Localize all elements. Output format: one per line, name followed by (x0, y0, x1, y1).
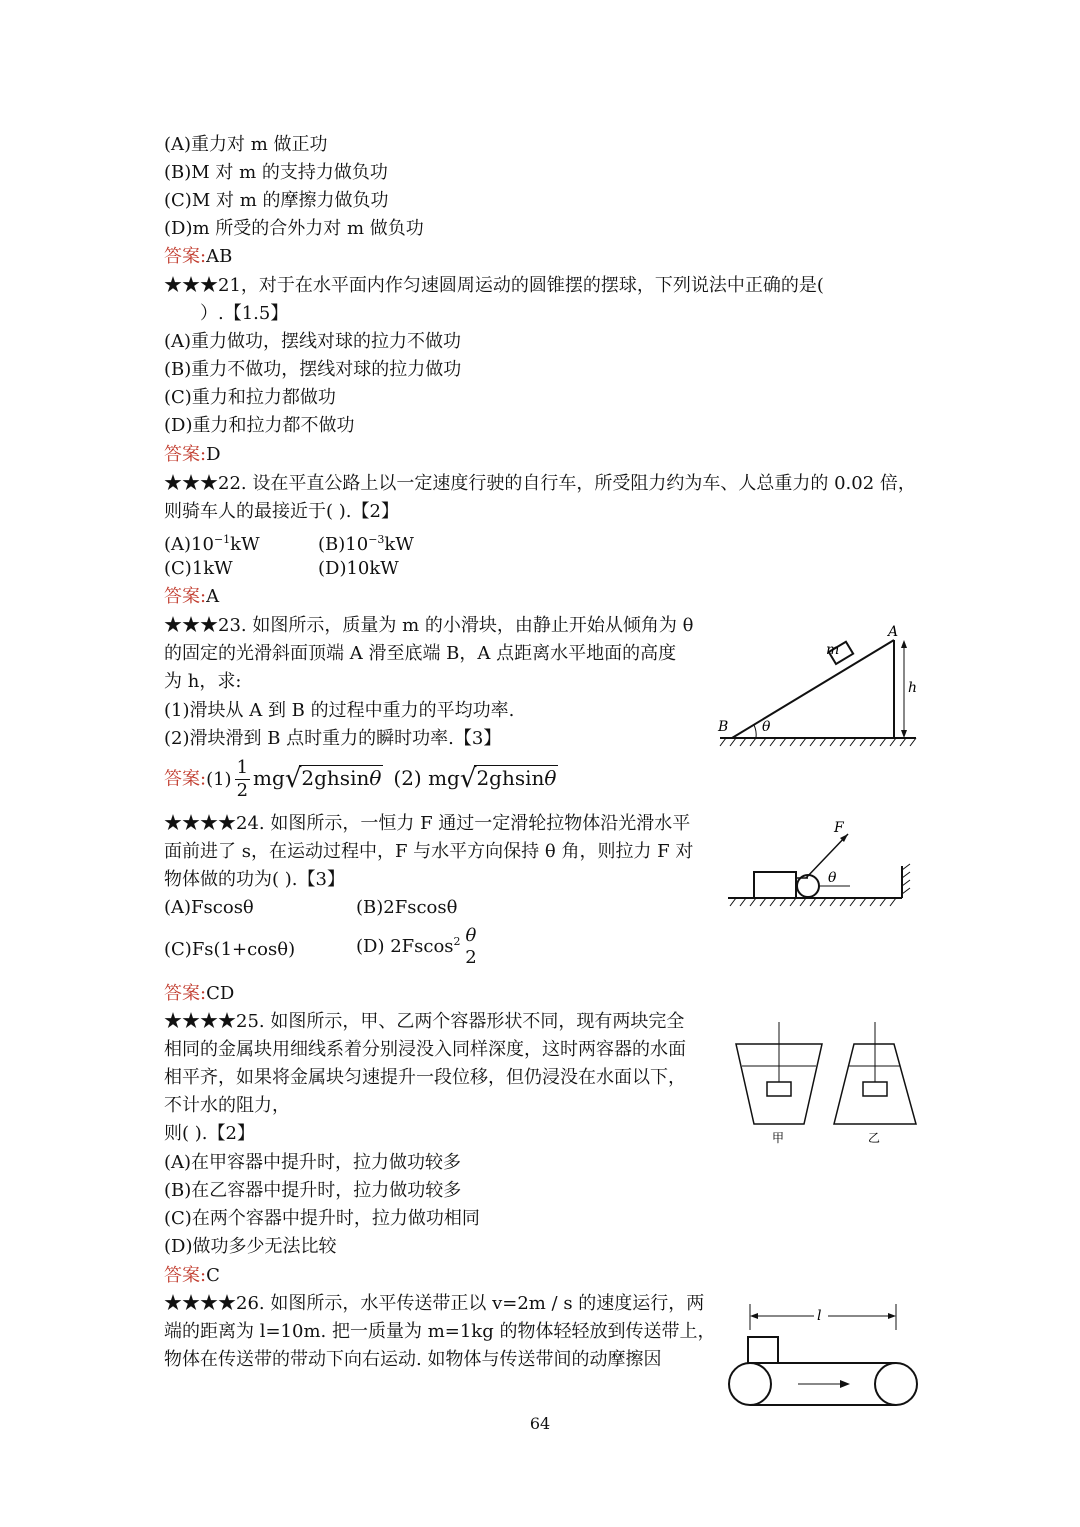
q20-answer (164, 245, 232, 269)
fig-label-b: B (718, 719, 729, 735)
q25-stem-line-1: ★★★★25. 如图所示，甲、乙两个容器形状不同，现有两块完全 (164, 1011, 685, 1032)
q21-answer (164, 443, 221, 467)
fig-label-jia: 甲 (772, 1131, 785, 1145)
q25-option-c: (C)在两个容器中提升时，拉力做功相同 (164, 1208, 480, 1229)
answer-label: 答案: (164, 444, 207, 465)
q24-stem-line-3: 物体做的功为( ).【3】 (164, 869, 345, 890)
q23-answer-mg: mg (253, 765, 285, 790)
q23-stem-line-2: 的固定的光滑斜面顶端 A 滑至底端 B，A 点距离水平地面的高度 (164, 643, 677, 664)
q23-answer-radicand-1 (299, 765, 383, 790)
q26-stem-line-3: 物体在传送带的带动下向右运动. 如物体与传送带间的动摩擦因 (164, 1349, 662, 1370)
q22-option-a-base: (A)10 (164, 534, 214, 555)
q23-stem-line-5: (2)滑块滑到 B 点时重力的瞬时功率.【3】 (164, 728, 502, 749)
sqrt-icon: √ (284, 763, 302, 794)
q24-option-a: (A)Fscosθ (164, 897, 254, 918)
fraction-numerator: 1 (236, 757, 249, 778)
q23-answer-part2: (2) mg (393, 765, 460, 790)
q22-option-a-unit: kW (230, 534, 260, 555)
sqrt-icon: √ (459, 763, 477, 794)
q24-option-d-text: (D) 2Fscos (356, 936, 454, 957)
answer-label: 答案: (164, 246, 207, 267)
fraction-numerator: θ (465, 925, 477, 946)
q25-option-b: (B)在乙容器中提升时，拉力做功较多 (164, 1180, 462, 1201)
answer-value: D (206, 444, 221, 465)
q24-stem-line-2: 面前进了 s，在运动过程中，F 与水平方向保持 θ 角，则拉力 F 对 (164, 841, 694, 862)
q26-conveyor-figure (724, 1300, 922, 1412)
q25-answer (164, 1264, 220, 1288)
answer-value: AB (206, 246, 233, 267)
q22-stem-line-2: 则骑车人的最接近于( ).【2】 (164, 501, 399, 522)
q21-option-a: (A)重力做功，摆线对球的拉力不做功 (164, 331, 462, 352)
fig-label-theta: θ (762, 719, 771, 735)
q23-answer-part1-label: (1) (206, 768, 232, 790)
q25-option-d: (D)做功多少无法比较 (164, 1236, 337, 1257)
answer-value: CD (206, 983, 235, 1004)
q20-option-d: (D)m 所受的合外力对 m 做负功 (164, 218, 424, 239)
q20-option-a: (A)重力对 m 做正功 (164, 134, 328, 155)
q25-stem-line-2: 相同的金属块用细线系着分别浸没入同样深度，这时两容器的水面 (164, 1039, 686, 1060)
q24-option-d (356, 925, 481, 969)
q24-option-c: (C)Fs(1+cosθ) (164, 939, 296, 960)
theta-symbol: θ (544, 765, 557, 790)
q24-answer (164, 982, 234, 1006)
q22-option-a-exp: −1 (213, 533, 231, 546)
fig-label-h: h (908, 680, 918, 696)
fig-label-l: l (817, 1308, 822, 1324)
q23-stem-line-3: 为 h，求: (164, 671, 242, 692)
q23-answer-radicand-2 (474, 765, 558, 790)
q25-stem-line-4: 不计水的阻力， (164, 1095, 290, 1116)
q24-stem-line-1: ★★★★24. 如图所示，一恒力 F 通过一定滑轮拉物体沿光滑水平 (164, 813, 691, 834)
q25-containers-figure (730, 1018, 922, 1148)
fraction-denominator: 2 (465, 947, 477, 968)
answer-value: A (206, 586, 220, 607)
q26-stem-line-2: 端的距离为 l=10m. 把一质量为 m=1kg 的物体轻轻放到传送带上， (164, 1321, 716, 1342)
answer-value: C (206, 1265, 220, 1286)
q24-option-b: (B)2Fscosθ (356, 897, 458, 918)
q23-answer-formula (206, 757, 558, 801)
fraction-denominator: 2 (236, 780, 249, 801)
q20-option-b: (B)M 对 m 的支持力做负功 (164, 162, 388, 183)
q24-option-d-exp: 2 (453, 935, 461, 948)
q25-option-a: (A)在甲容器中提升时，拉力做功较多 (164, 1152, 462, 1173)
q22-option-b-unit: kW (384, 534, 414, 555)
answer-label: 答案: (164, 586, 207, 607)
q21-option-d: (D)重力和拉力都不做功 (164, 415, 355, 436)
q22-option-b-base: (B)10 (318, 534, 369, 555)
answer-label: 答案: (164, 1265, 207, 1286)
answer-label: 答案: (164, 768, 207, 790)
q23-incline-figure (712, 618, 922, 750)
q23-answer (164, 757, 558, 802)
q20-option-c: (C)M 对 m 的摩擦力做负功 (164, 190, 389, 211)
page-number: 64 (529, 1414, 551, 1433)
q21-option-c: (C)重力和拉力都做功 (164, 387, 336, 408)
fig-label-yi: 乙 (868, 1131, 881, 1145)
q21-stem-line-2: ）.【1.5】 (200, 303, 289, 324)
q23-answer-fraction (235, 757, 250, 802)
q25-stem-line-3: 相平齐，如果将金属块匀速提升一段位移，但仍浸没在水面以下， (164, 1067, 686, 1088)
q26-stem-line-1: ★★★★26. 如图所示，水平传送带正以 v=2m / s 的速度运行，两 (164, 1293, 705, 1314)
fig-label-theta: θ (828, 870, 837, 886)
radicand-text: 2ghsin (476, 765, 545, 790)
q24-pulley-figure (724, 818, 922, 918)
q22-option-d: (D)10kW (318, 558, 399, 579)
q21-stem-line-1: ★★★21，对于在水平面内作匀速圆周运动的圆锥摆的摆球，下列说法中正确的是( (164, 275, 824, 296)
q22-stem-line-1: ★★★22. 设在平直公路上以一定速度行驶的自行车，所受阻力约为车、人总重力的 0.02 倍， (164, 473, 916, 494)
radicand-text: 2ghsin (301, 765, 370, 790)
q22-option-c: (C)1kW (164, 558, 233, 579)
theta-symbol: θ (369, 765, 382, 790)
q23-stem-line-1: ★★★23. 如图所示，质量为 m 的小滑块，由静止开始从倾角为 θ (164, 615, 694, 636)
q23-stem-line-4: (1)滑块从 A 到 B 的过程中重力的平均功率. (164, 700, 515, 721)
answer-label: 答案: (164, 983, 207, 1004)
q22-option-b (318, 528, 414, 557)
fig-label-f: F (834, 820, 844, 836)
fig-label-m: m (826, 642, 840, 658)
q25-stem-line-5: 则( ).【2】 (164, 1123, 255, 1144)
q24-option-d-fraction (464, 925, 479, 969)
fig-label-a: A (888, 624, 899, 640)
q22-option-a (164, 528, 260, 557)
q22-answer (164, 585, 219, 609)
q22-option-b-exp: −3 (368, 533, 385, 546)
q21-option-b: (B)重力不做功，摆线对球的拉力做功 (164, 359, 462, 380)
